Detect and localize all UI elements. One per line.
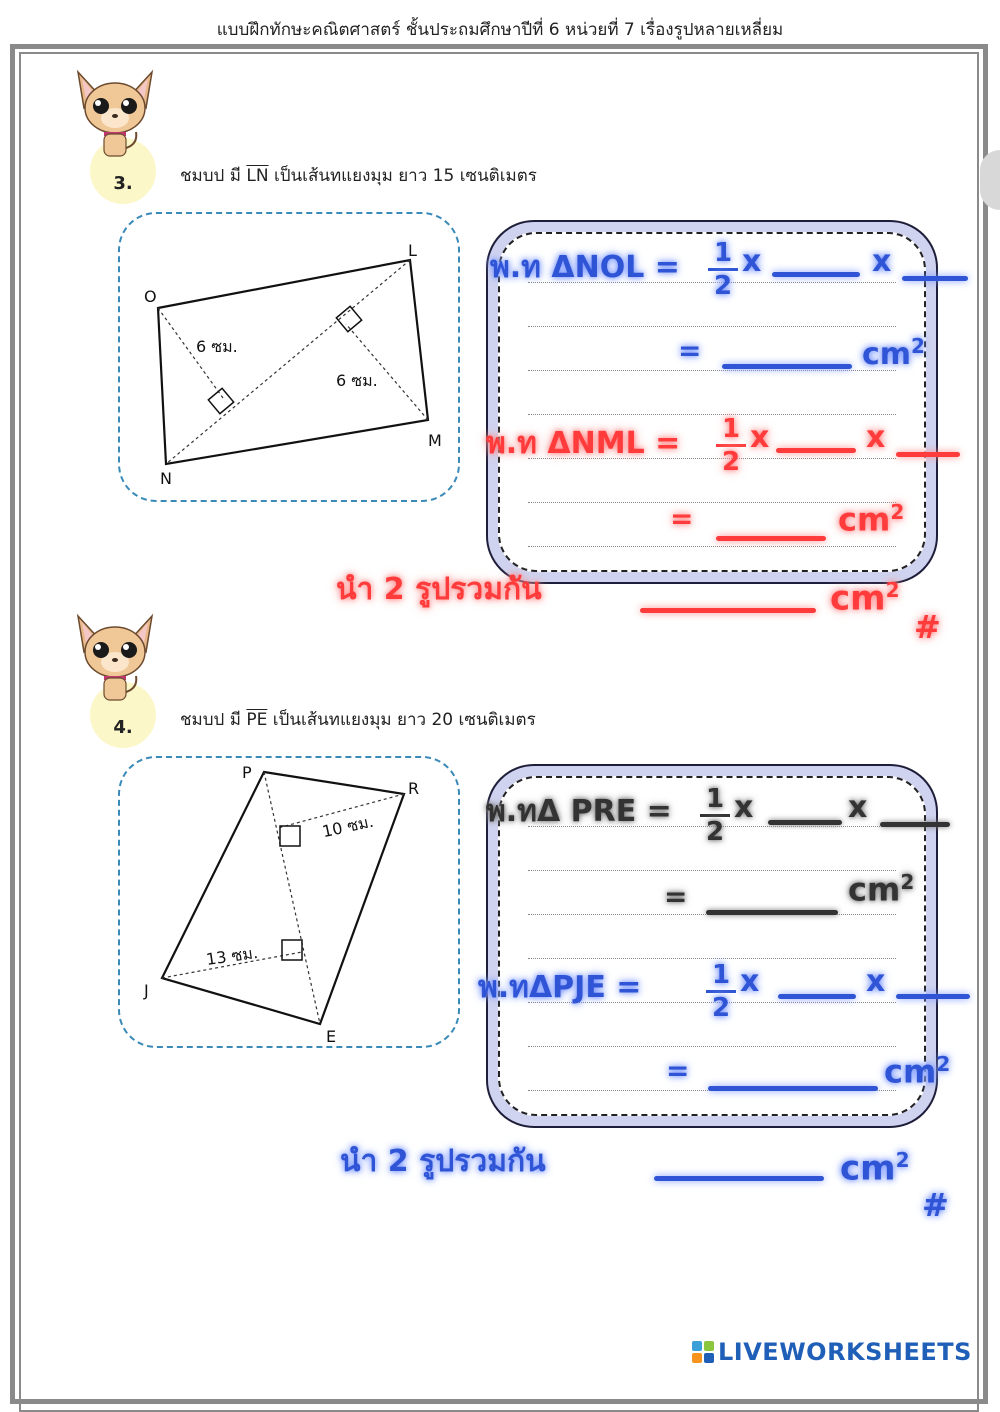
liveworksheets-brand-text: LIVEWORKSHEETS: [718, 1338, 972, 1366]
answer-line: [528, 414, 896, 415]
p3-line3-times1: x: [750, 420, 770, 455]
frac-num: 1: [713, 238, 733, 268]
p3-total-hash: #: [914, 608, 941, 646]
frac-num: 1: [711, 960, 731, 990]
p3-total-blank[interactable]: [640, 608, 816, 613]
p4-line4-blank[interactable]: [708, 1086, 878, 1091]
p3-line1-fraction: [708, 240, 738, 299]
unit-exp: 2: [890, 500, 905, 524]
dog-mascot-icon: [70, 612, 160, 708]
vertex-label-n: N: [160, 469, 172, 488]
answer-line: [528, 870, 896, 871]
p3-line3-fraction: [716, 416, 746, 475]
p3-line3-times2: x: [866, 420, 886, 455]
p3-line1-label: พ.ท ΔNOL =: [490, 250, 680, 285]
p3-total-unit: [830, 578, 900, 618]
diagonal-name: $\overline{LN}$: [246, 166, 269, 186]
p4-line4-equals: =: [666, 1054, 690, 1087]
unit-text: cm: [840, 1148, 896, 1189]
p4-line3-times2: x: [866, 964, 886, 999]
p4-line1-times1: x: [734, 790, 754, 825]
problem-4-question: [180, 706, 536, 733]
p4-line1-label: พ.ทΔ PRE =: [486, 794, 672, 829]
answer-line: [528, 546, 896, 547]
unit-text: cm: [848, 870, 901, 909]
unit-text: cm: [838, 500, 891, 539]
p4-line2-equals: =: [664, 880, 688, 913]
p3-line3-label: พ.ท ΔNML =: [486, 426, 681, 461]
p4-line3-blank2[interactable]: [896, 994, 970, 999]
p4-line4-unit: [884, 1052, 950, 1091]
problem-4-number: 4.: [113, 717, 133, 738]
p3-line4-equals: =: [670, 502, 694, 535]
unit-text: cm: [884, 1052, 937, 1091]
frac-den: 2: [721, 447, 741, 477]
vertex-label-o: O: [144, 287, 157, 306]
p4-line1-blank2[interactable]: [880, 822, 950, 827]
p4-line3-label: พ.ทΔPJE =: [478, 970, 642, 1005]
vertex-label-m: M: [428, 431, 442, 450]
frac-num: 1: [705, 784, 725, 814]
p3-line4-blank[interactable]: [716, 536, 826, 541]
worksheet-title: แบบฝึกทักษะคณิตศาสตร์ ชั้นประถมศึกษาปีที่ 6 หน่วยที่ 7 เรื่องรูปหลายเหลี่ยม: [216, 20, 784, 40]
question-suffix: เป็นเส้นทแยงมุม ยาว 20 เซนติเมตร: [267, 710, 536, 730]
p4-total-unit: [840, 1148, 910, 1188]
p3-line3-blank2[interactable]: [896, 452, 960, 457]
height-label-1: 10 ซม.: [320, 811, 376, 842]
problem-3-question: [180, 162, 537, 189]
p3-line1-blank1[interactable]: [772, 272, 860, 277]
unit-exp: 2: [900, 870, 915, 894]
answer-line: [528, 958, 896, 959]
p3-line2-blank[interactable]: [722, 364, 852, 369]
problem-3-parallelogram-diagram: [118, 212, 460, 502]
p4-total-label: นำ 2 รูปรวมกัน: [340, 1144, 546, 1179]
p3-line2-equals: =: [678, 334, 702, 367]
p4-line3-times1: x: [740, 964, 760, 999]
frac-den: 2: [711, 993, 731, 1023]
vertex-label-p: P: [242, 763, 252, 782]
p4-line2-blank[interactable]: [706, 910, 838, 915]
question-prefix: ชมบป มี: [180, 710, 247, 730]
diagonal-name: $\overline{PE}$: [246, 710, 268, 730]
scroll-handle[interactable]: [980, 150, 1000, 210]
unit-exp: 2: [895, 1148, 910, 1172]
p3-line1-blank2[interactable]: [902, 276, 968, 281]
unit-exp: 2: [911, 334, 925, 358]
p4-line3-blank1[interactable]: [778, 994, 856, 999]
unit-exp: 2: [936, 1052, 951, 1076]
p4-line1-times2: x: [848, 790, 868, 825]
p3-line2-unit: [862, 334, 925, 372]
problem-3-number: 3.: [113, 173, 133, 194]
p4-line1-fraction: [700, 786, 730, 845]
question-suffix: เป็นเส้นทแยงมุม ยาว 15 เซนติเมตร: [268, 166, 537, 186]
dog-mascot-icon: [70, 68, 160, 164]
unit-text: cm: [862, 337, 912, 372]
liveworksheets-logo[interactable]: [692, 1338, 972, 1366]
vertex-label-e: E: [326, 1027, 337, 1046]
problem-4-parallelogram-diagram: [118, 756, 460, 1048]
height-label-2: 13 ซม.: [204, 942, 260, 969]
unit-text: cm: [830, 578, 886, 619]
vertex-label-j: J: [144, 981, 149, 1000]
frac-den: 2: [713, 271, 733, 301]
frac-num: 1: [721, 414, 741, 444]
liveworksheets-logo-icon: [692, 1341, 714, 1363]
p3-line4-unit: [838, 500, 904, 539]
p4-line1-blank1[interactable]: [768, 820, 842, 825]
p4-line3-fraction: [706, 962, 736, 1021]
answer-line: [528, 1046, 896, 1047]
unit-exp: 2: [885, 578, 900, 602]
vertex-label-r: R: [408, 779, 420, 798]
p3-line3-blank1[interactable]: [776, 448, 856, 453]
p3-line1-times1: x: [742, 244, 762, 279]
height-label-2: 6 ซม.: [336, 371, 378, 390]
answer-line: [528, 370, 896, 371]
p4-total-blank[interactable]: [654, 1176, 824, 1181]
p3-line1-times2: x: [872, 244, 892, 279]
answer-line: [528, 326, 896, 327]
p4-total-hash: #: [922, 1186, 949, 1224]
p4-line2-unit: [848, 870, 914, 909]
p3-total-label: นำ 2 รูปรวมกัน: [336, 572, 542, 607]
question-prefix: ชมบป มี: [180, 166, 247, 186]
height-label-1: 6 ซม.: [196, 337, 238, 356]
frac-den: 2: [705, 817, 725, 847]
vertex-label-l: L: [408, 241, 417, 260]
